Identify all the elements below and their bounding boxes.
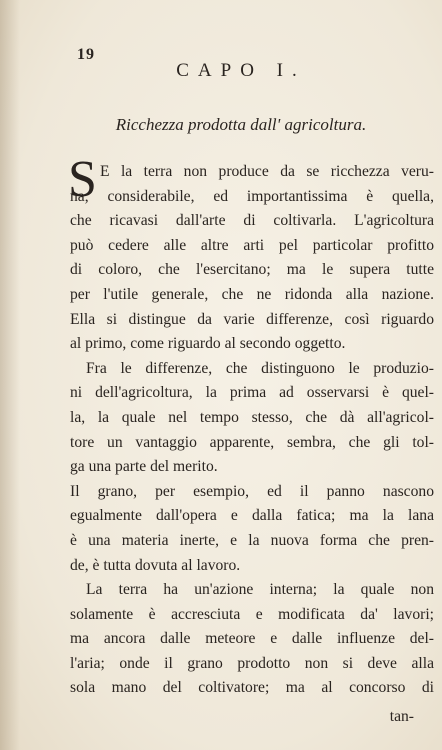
text-line: ga una parte del merito.: [70, 458, 218, 476]
text-line: tore un vantaggio apparente, sembra, che gli tol-: [70, 433, 434, 451]
text-line: ma ancora dalle meteore e dalle influenze del-: [70, 630, 434, 648]
text-line: che ricavasi dall'arte di coltivarla. L'agricoltura: [70, 212, 434, 230]
text-line: Ella si distingue da varie differenze, così riguardo: [70, 310, 434, 328]
section-title: Ricchezza prodotta dall' agricoltura.: [115, 115, 367, 134]
text-line: Fra le differenze, che distinguono le produzio-: [86, 359, 434, 377]
text-line: de, è tutta dovuta al lavoro.: [70, 556, 241, 574]
text-line: La terra ha un'azione interna; la quale non: [86, 581, 434, 599]
text-line: per l'utile generale, che ne ridonda alla nazione.: [70, 285, 434, 303]
text-line: solamente è accresciuta e modificata da' lavori;: [70, 605, 434, 623]
gutter-shadow: [0, 0, 20, 750]
text-line: al primo, come riguardo al secondo oggetto.: [70, 335, 346, 353]
text-line: l'aria; onde il grano prodotto non si deve alla: [70, 654, 434, 672]
text-line: di coloro, che l'esercitano; ma le supera tutte: [70, 261, 434, 279]
page-number: 19: [77, 46, 95, 63]
text-line: ni dell'agricoltura, la prima ad osservarsi è quel-: [70, 384, 434, 402]
drop-cap: S: [68, 151, 97, 208]
body-text: [68, 151, 434, 701]
text-line: può cedere alle altre arti pel particolar profitto: [70, 236, 434, 254]
text-line: Il grano, per esempio, ed il panno nascono: [70, 482, 434, 500]
text-line: la, la quale nel tempo stesso, che dà all'agricol-: [70, 408, 434, 426]
catchword: tan-: [389, 708, 414, 725]
text-line: sola mano del coltivatore; ma al concorso di: [70, 679, 434, 697]
text-line: E la terra non produce da se ricchezza veru-: [100, 163, 434, 180]
chapter-title: CAPO I.: [176, 60, 306, 81]
text-line: è una materia inerte, e la nuova forma che pren-: [70, 531, 434, 549]
text-line: egualmente dall'opera e dalla fatica; ma la lana: [70, 507, 434, 525]
text-line: na, considerabile, ed importantissima è quella,: [70, 187, 434, 205]
